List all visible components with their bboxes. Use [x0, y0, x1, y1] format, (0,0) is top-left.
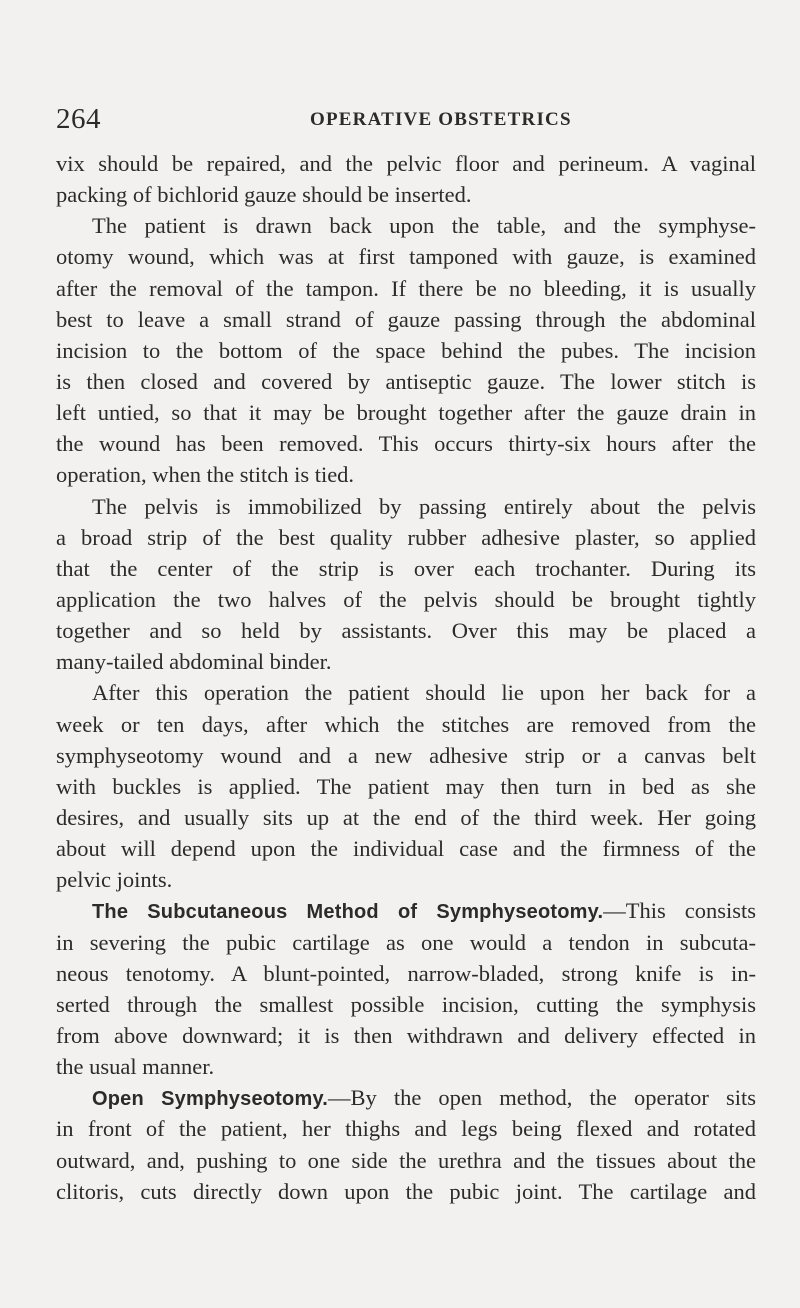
text-line: the usual manner.	[56, 1054, 215, 1080]
text-line: neous tenotomy. A blunt-pointed, narrow-bladed, strong knife is in-	[56, 960, 756, 986]
text-line: After this operation the patient should lie upon her back for a	[92, 680, 756, 706]
text-line: The pelvis is immobilized by passing entirely about the pelvis	[92, 493, 756, 519]
text-line: clitoris, cuts directly down upon the pubic joint. The cartilage and	[56, 1178, 756, 1204]
text-line: packing of bichlorid gauze should be inserted.	[56, 182, 472, 208]
running-head: OPERATIVE OBSTETRICS	[310, 109, 572, 130]
text-line: operation, when the stitch is tied.	[56, 462, 355, 488]
text-line: desires, and usually sits up at the end of the third week. Her going	[56, 804, 756, 830]
section-heading-open: Open Symphyseotomy.	[92, 1088, 329, 1111]
text-line: together and so held by assistants. Over this may be placed a	[56, 618, 756, 644]
text-line: The patient is drawn back upon the table, and the symphyse-	[92, 213, 756, 239]
text-line	[56, 895, 756, 926]
page-number: 264	[56, 103, 101, 135]
text-line: best to leave a small strand of gauze passing through the abdominal	[56, 306, 756, 332]
section-heading-subcutaneous: The Subcutaneous Method of Symphyseotomy.	[92, 901, 604, 924]
text-line: in front of the patient, her thighs and legs being flexed and rotated	[56, 1116, 756, 1142]
text-line: serted through the smallest possible incision, cutting the symphysis	[56, 991, 756, 1017]
heading-continuation: —This consists	[603, 898, 756, 924]
text-line: week or ten days, after which the stitches are removed from the	[56, 711, 756, 737]
text-line: otomy wound, which was at first tamponed with gauze, is examined	[56, 244, 756, 270]
text-line: left untied, so that it may be brought together after the gauze drain in	[56, 400, 756, 426]
text-line: the wound has been removed. This occurs thirty-six hours after the	[56, 431, 756, 457]
text-line: after the removal of the tampon. If there be no bleeding, it is usually	[56, 275, 756, 301]
text-line: outward, and, pushing to one side the urethra and the tissues about the	[56, 1147, 756, 1173]
text-line: a broad strip of the best quality rubber adhesive plaster, so applied	[56, 524, 756, 550]
text-line	[56, 1082, 756, 1113]
text-line: application the two halves of the pelvis should be brought tightly	[56, 586, 756, 612]
text-line: with buckles is applied. The patient may then turn in bed as she	[56, 773, 756, 799]
text-line: symphyseotomy wound and a new adhesive strip or a canvas belt	[56, 742, 756, 768]
text-line: incision to the bottom of the space behind the pubes. The incision	[56, 337, 756, 363]
text-line: from above downward; it is then withdrawn and delivery effected in	[56, 1022, 756, 1048]
heading-continuation: —By the open method, the operator sits	[328, 1085, 757, 1111]
text-line: about will depend upon the individual case and the firmness of the	[56, 836, 756, 862]
text-line: is then closed and covered by antiseptic gauze. The lower stitch is	[56, 368, 756, 394]
text-line: that the center of the strip is over each trochanter. During its	[56, 555, 756, 581]
text-line: vix should be repaired, and the pelvic floor and perineum. A vaginal	[56, 151, 756, 176]
text-line: in severing the pubic cartilage as one would a tendon in subcuta-	[56, 929, 756, 955]
body-text	[56, 148, 756, 1207]
text-line: pelvic joints.	[56, 867, 173, 893]
text-line: many-tailed abdominal binder.	[56, 649, 332, 675]
page-header	[56, 102, 756, 136]
